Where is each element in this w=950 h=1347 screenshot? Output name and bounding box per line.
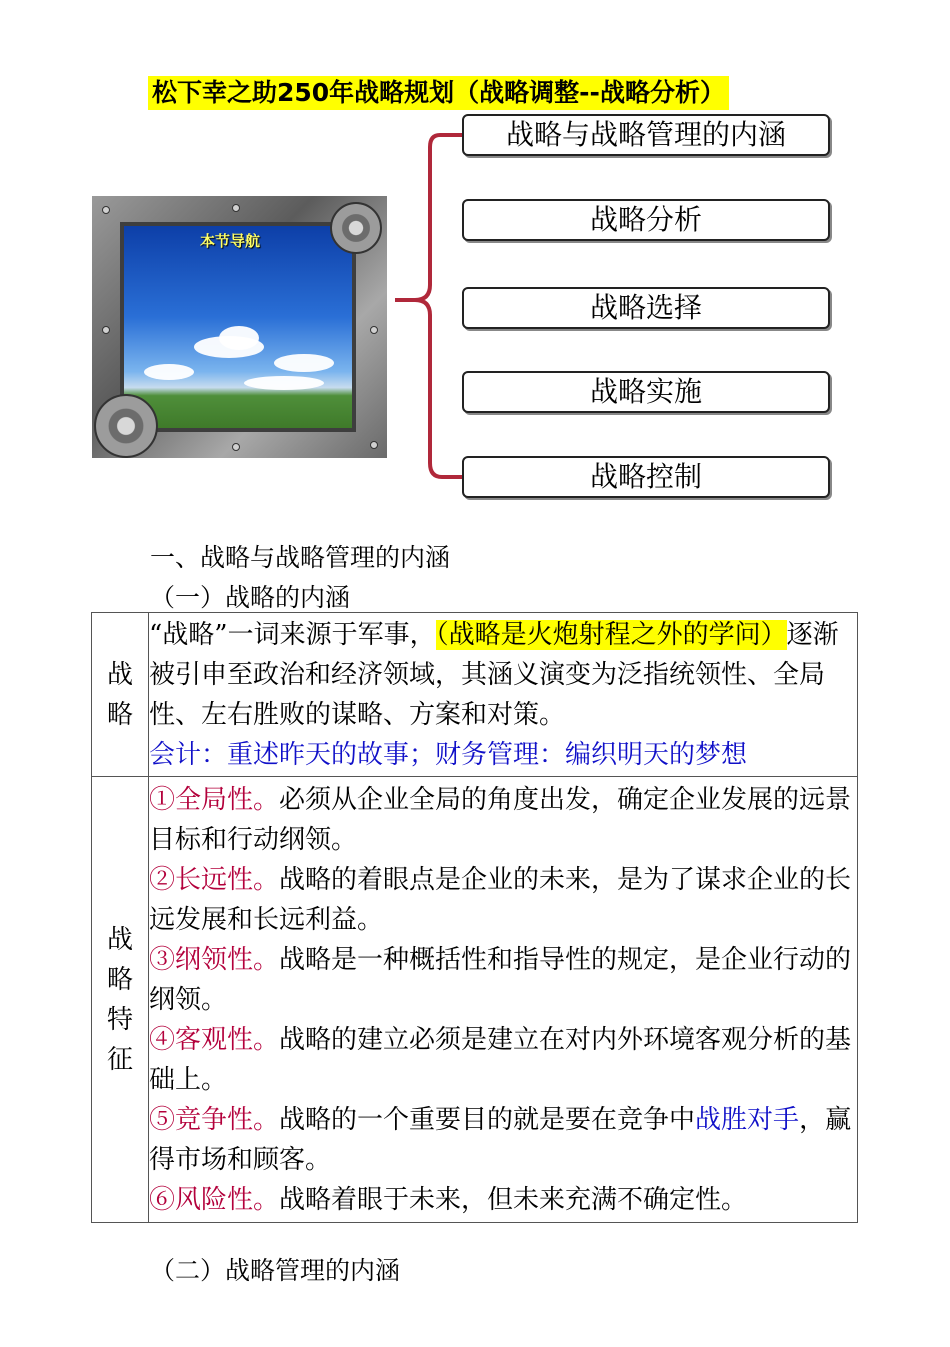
definition-text: “战略”一词来源于军事， xyxy=(149,619,436,650)
nav-item-control[interactable]: 战略控制 xyxy=(462,456,830,498)
table-row xyxy=(92,613,858,777)
definition-text: 逐渐被引申至政治和经济领域，其涵义演变为泛指统领性、全局性、左右胜败的谋略、方案和对策。 xyxy=(149,619,839,730)
subsection-heading: （二）战略管理的内涵 xyxy=(150,1256,401,1285)
feature-item: ①全局性。必须从企业全局的角度出发，确定企业发展的远景目标和行动纲领。 xyxy=(149,784,852,855)
feature-item: ③纲领性。战略是一种概括性和指导性的规定，是企业行动的纲领。 xyxy=(149,944,852,1015)
feature-item: ⑥风险性。战略着眼于未来，但未来充满不确定性。 xyxy=(149,1184,748,1215)
row-label: 战略 xyxy=(92,613,149,777)
image-label: 本节导航 xyxy=(200,232,261,250)
document-title: 松下幸之助250年战略规划（战略调整--战略分析） xyxy=(148,76,729,110)
subsection-heading: （一）战略的内涵 xyxy=(150,583,351,612)
feature-item: ④客观性。战略的建立必须是建立在对内外环境客观分析的基础上。 xyxy=(149,1024,852,1095)
feature-item: ②长远性。战略的着眼点是企业的未来，是为了谋求企业的长远发展和长远利益。 xyxy=(149,864,852,935)
gear-icon xyxy=(330,202,382,254)
strategy-features xyxy=(149,777,858,1223)
sky-picture xyxy=(120,222,356,432)
strategy-table xyxy=(91,612,858,1223)
feature-item: ⑤竞争性。战略的一个重要目的就是要在竞争中战胜对手，赢得市场和顾客。 xyxy=(149,1104,852,1175)
strategy-definition xyxy=(149,613,858,777)
nav-item-implementation[interactable]: 战略实施 xyxy=(462,371,830,413)
navigation-image xyxy=(92,196,387,458)
bracket-connector xyxy=(395,115,465,485)
accounting-finance-note: 会计：重述昨天的故事；财务管理：编织明天的梦想 xyxy=(149,739,748,770)
gear-icon xyxy=(94,394,158,458)
section-heading: 一、战略与战略管理的内涵 xyxy=(150,543,451,572)
row-label: 战略特征 xyxy=(92,777,149,1223)
nav-item-choice[interactable]: 战略选择 xyxy=(462,287,830,329)
table-row xyxy=(92,777,858,1223)
highlighted-text: （战略是火炮射程之外的学问） xyxy=(435,619,787,650)
nav-item-connotation[interactable]: 战略与战略管理的内涵 xyxy=(462,114,830,156)
nav-item-analysis[interactable]: 战略分析 xyxy=(462,199,830,241)
